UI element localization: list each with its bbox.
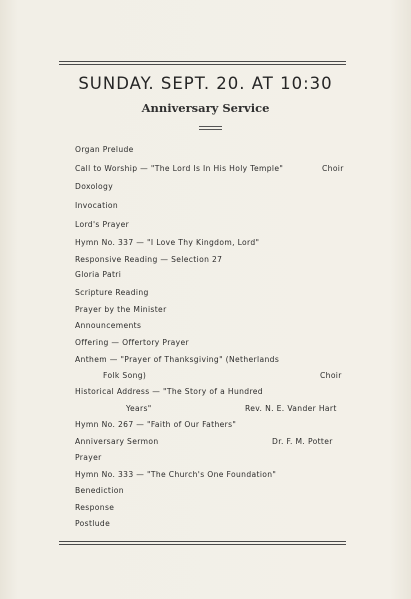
program-item: Scripture Reading: [75, 288, 149, 297]
program-participant: Rev. N. E. Vander Hart: [245, 404, 337, 413]
program-item: Hymn No. 333 — "The Church's One Foundation": [75, 470, 277, 479]
top-double-rule: [59, 61, 346, 65]
program-item-continued: Years": [126, 404, 152, 413]
program-item: Anniversary Sermon: [75, 437, 159, 446]
ornament-rule: [199, 126, 222, 130]
program-item: Hymn No. 337 — "I Love Thy Kingdom, Lord": [75, 238, 260, 247]
program-item-continued: Folk Song): [103, 371, 147, 380]
program-item: Organ Prelude: [75, 145, 134, 154]
program-item: Benediction: [75, 486, 124, 495]
program-item: Invocation: [75, 201, 119, 210]
program-participant: Dr. F. M. Potter: [272, 437, 333, 446]
service-subheading: Anniversary Service: [141, 101, 270, 115]
program-item: Doxology: [75, 182, 114, 191]
program-item: Offering — Offertory Prayer: [75, 338, 190, 347]
program-item: Call to Worship — "The Lord Is In His Holy Temple": [75, 164, 284, 173]
program-participant: Choir: [320, 371, 342, 380]
program-item: Prayer by the Minister: [75, 305, 167, 314]
program-item: Lord's Prayer: [75, 220, 130, 229]
program-item: Announcements: [75, 321, 142, 330]
program-item: Postlude: [75, 519, 111, 528]
program-item: Responsive Reading — Selection 27: [75, 255, 223, 264]
service-heading: SUNDAY. SEPT. 20. AT 10:30: [78, 74, 333, 93]
program-item: Prayer: [75, 453, 102, 462]
bottom-double-rule: [59, 541, 346, 545]
program-item: Gloria Patri: [75, 270, 122, 279]
program-participant: Choir: [322, 164, 344, 173]
program-item: Response: [75, 503, 115, 512]
program-item: Historical Address — "The Story of a Hundred: [75, 387, 263, 396]
program-item: Anthem — "Prayer of Thanksgiving" (Netherlands: [75, 355, 280, 364]
program-item: Hymn No. 267 — "Faith of Our Fathers": [75, 420, 237, 429]
